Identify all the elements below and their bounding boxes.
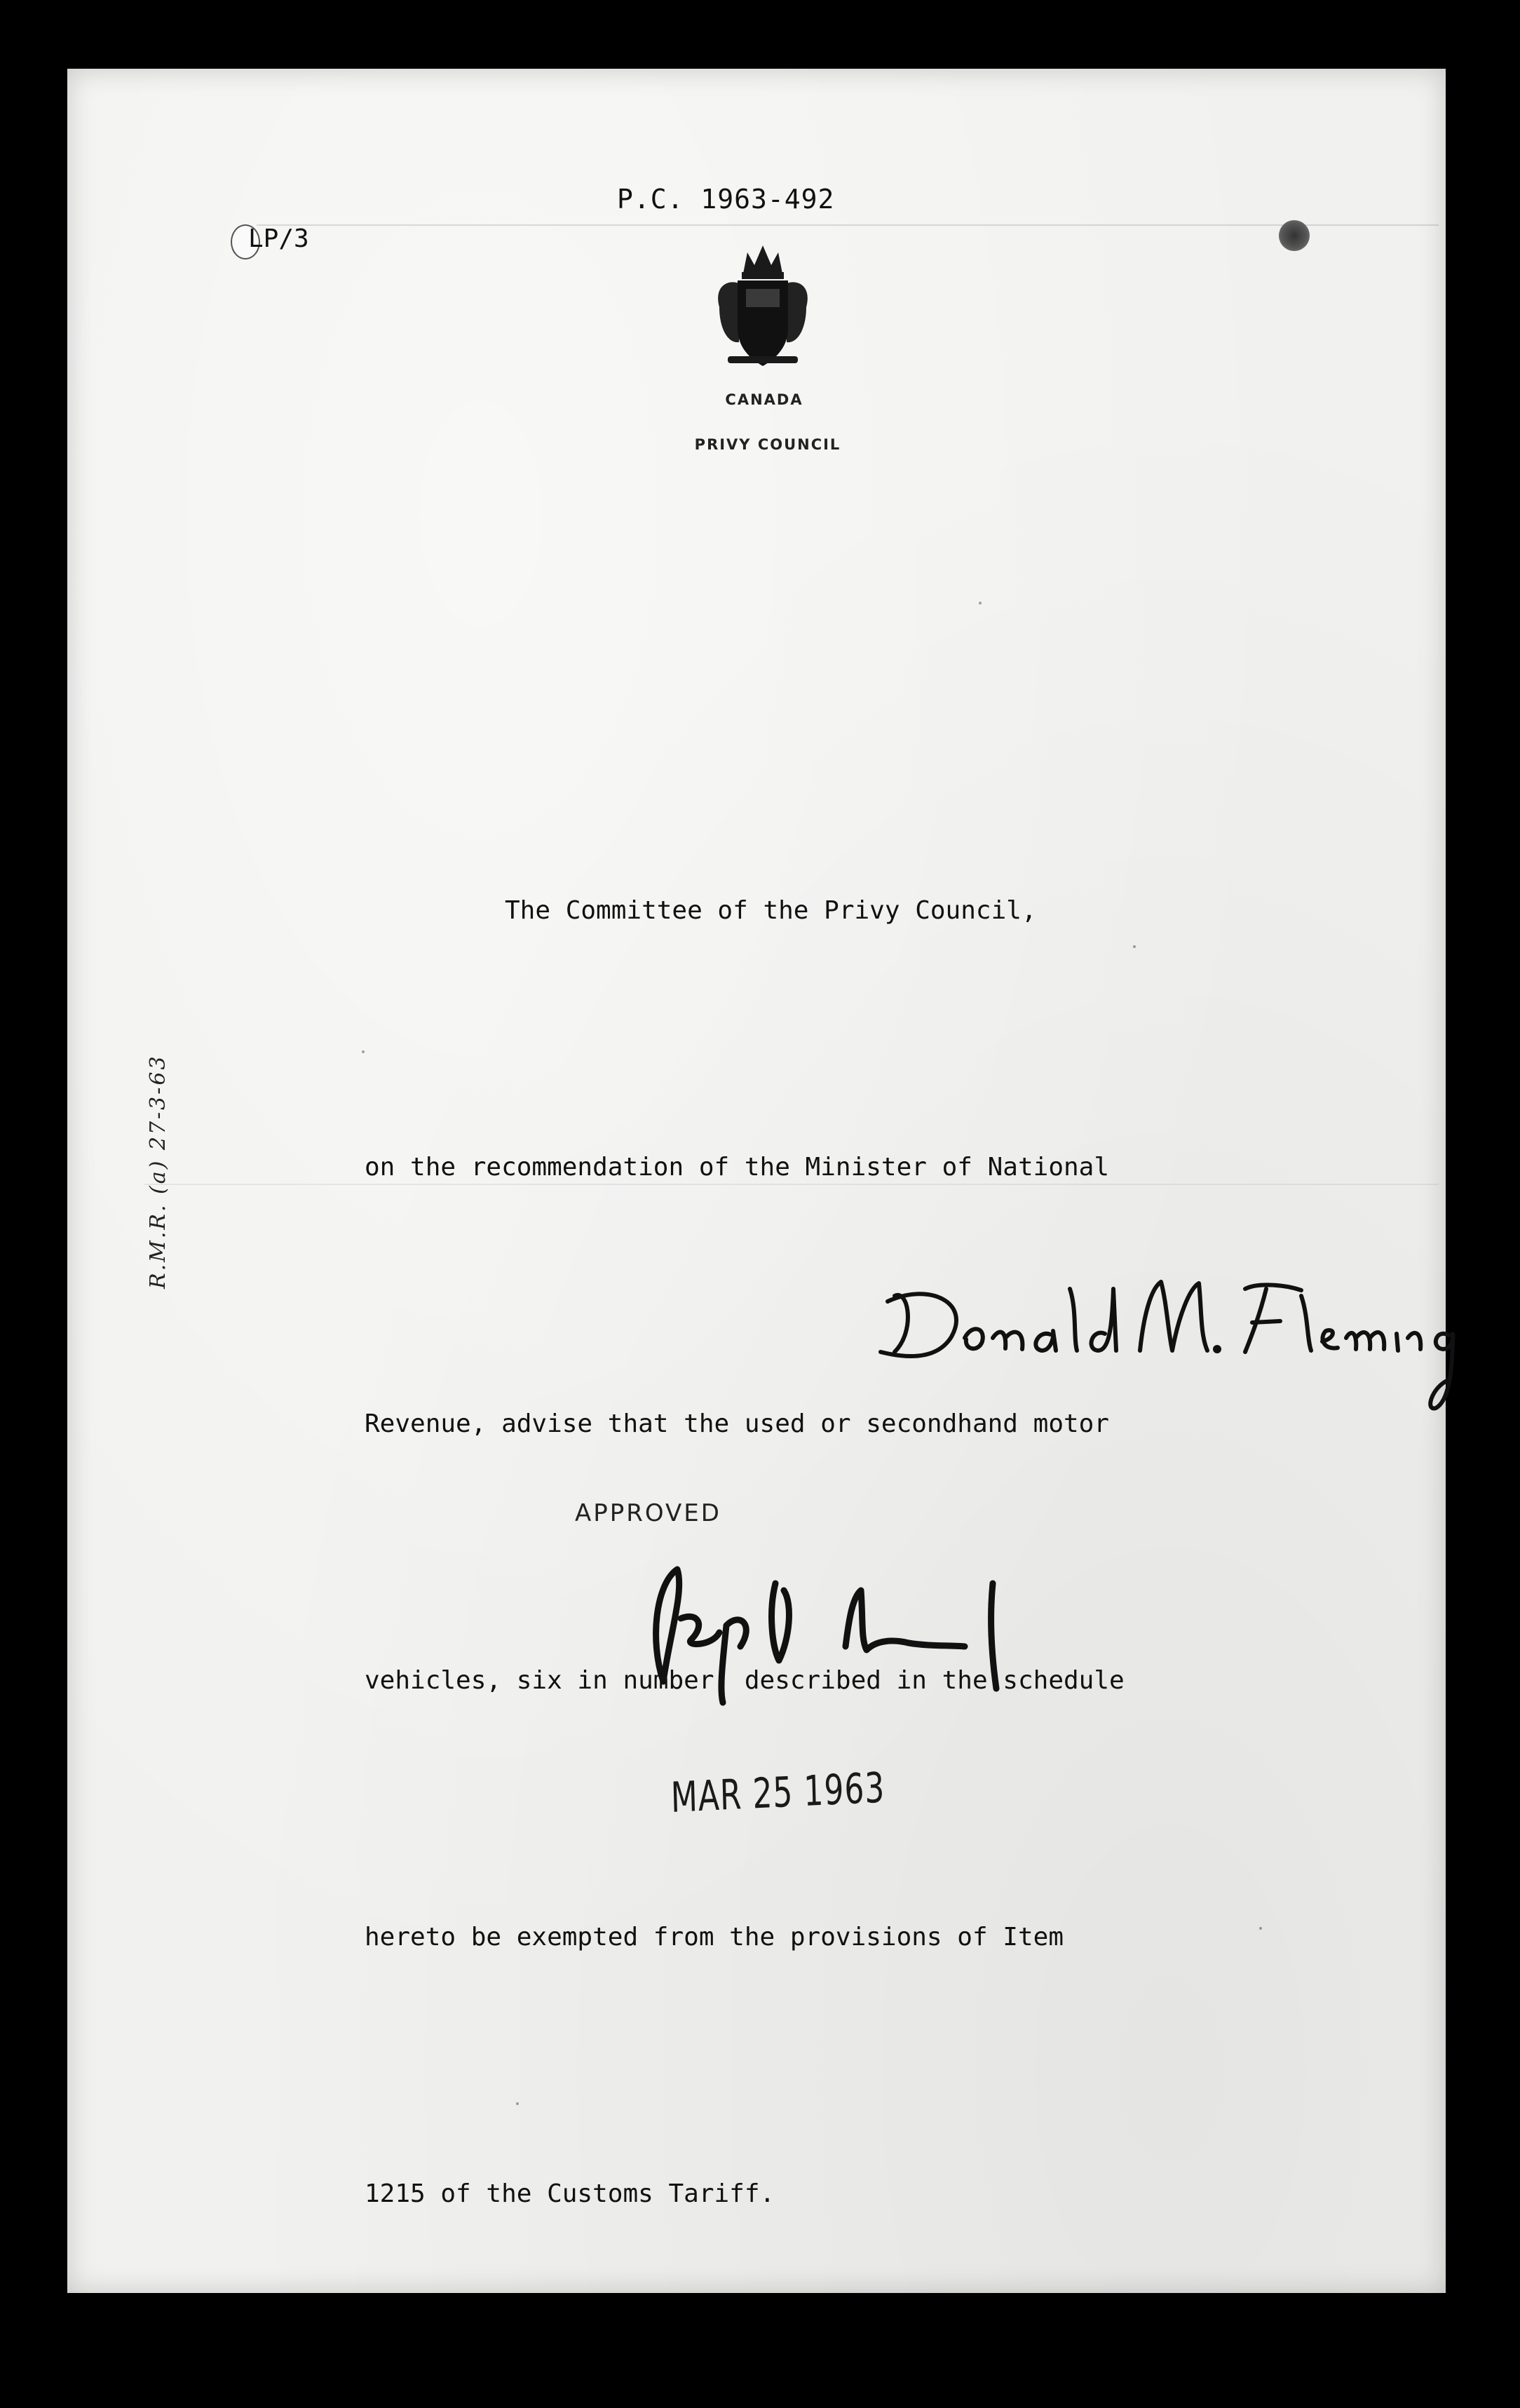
body-line: 1215 of the Customs Tariff.: [365, 2179, 775, 2208]
body-line: vehicles, six in number, described in the schedule: [365, 1666, 1125, 1695]
margin-annotation: R.M.R. (a) 27-3-63: [146, 1054, 170, 1289]
paper-speck: [1259, 1927, 1262, 1930]
paper-speck: [516, 2102, 519, 2105]
approver-signature: [600, 1541, 1133, 1724]
body-line: Revenue, advise that the used or secondhand motor: [365, 1409, 1110, 1438]
approval-label: APPROVED: [575, 1499, 721, 1527]
coat-of-arms-icon: [707, 237, 819, 370]
punch-hole-right: [1279, 220, 1310, 251]
country-label: CANADA: [725, 391, 803, 408]
date-stamp: MAR 25 1963: [670, 1764, 886, 1822]
paper-rule-line: [257, 224, 1439, 226]
body-line: The Committee of the Privy Council,: [505, 896, 1037, 925]
file-reference: LP/3: [248, 224, 309, 253]
paper-speck: [362, 1050, 365, 1053]
body-line: on the recommendation of the Minister of National: [365, 1153, 1110, 1182]
document-page: [67, 69, 1446, 2293]
minister-signature: [867, 1261, 1484, 1443]
paper-speck: [979, 602, 982, 604]
order-number: P.C. 1963-492: [617, 184, 835, 215]
paper-speck: [1133, 945, 1136, 948]
office-label: PRIVY COUNCIL: [694, 436, 841, 453]
body-line: hereto be exempted from the provisions of Item: [365, 1923, 1064, 1952]
